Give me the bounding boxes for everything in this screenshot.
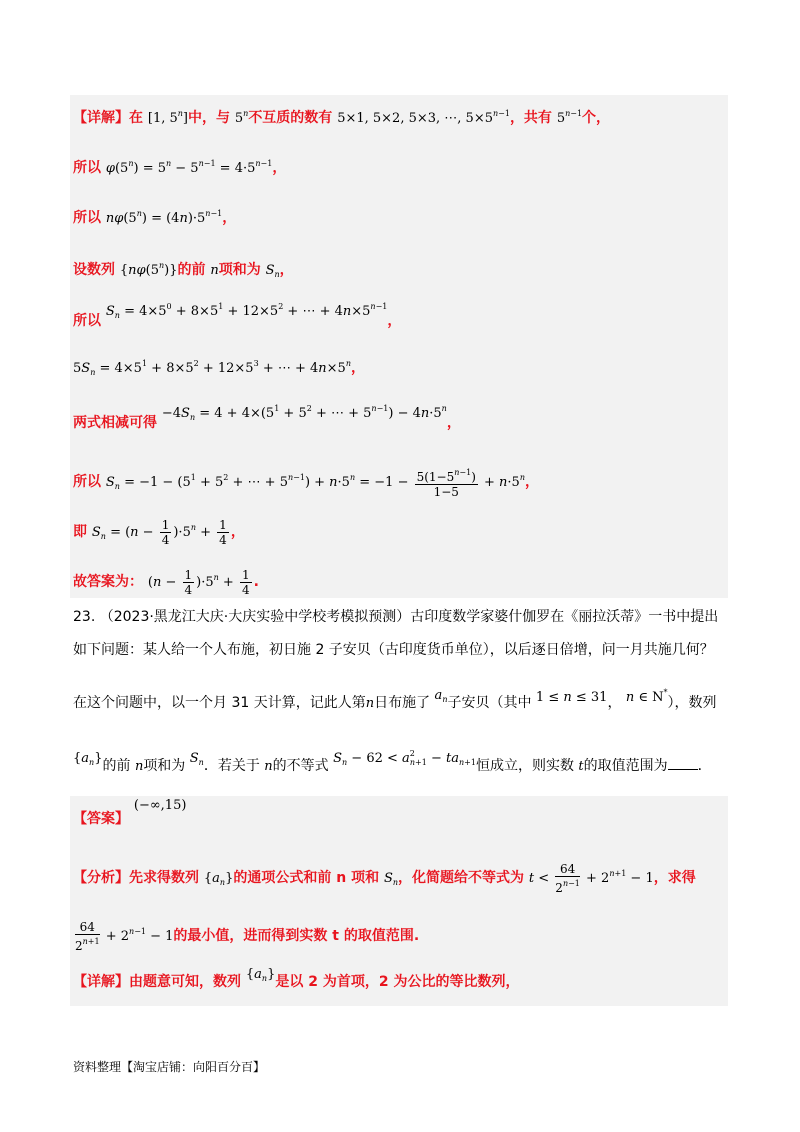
math-multiples: 5×1, 5×2, 5×3, ⋯, $5\times 5^{n-1}$: [337, 109, 510, 126]
question-line-3: 在这个问题中，以一个月 31 天计算，记此人第n日布施了 $a_n$子安贝（其中 1 ≤ n ≤ 31， n ∈ N*），数列: [73, 688, 717, 711]
math-sn-result: $S_n = -1 - (5^1 + 5^2$ + ⋯ + $5^{n-1}) + n\cdot 5^n = -1$ − $\frac{5(1-5^{n-1})}{1-5}$ + $n\cdot 5^n$: [105, 468, 525, 499]
math-phi: $\varphi(5^n) = 5^n - 5^{n-1} = 4\cdot 5^{n-1}$: [105, 159, 273, 176]
detail-line-3: 所以 $n\varphi(5^n) = (4n)\cdot 5^{n-1}$，: [73, 209, 237, 226]
answer-tag: 【答案】: [73, 811, 129, 827]
math-subtract: $-4S_n = 4 + 4\times(5^1 + 5^2$ + ⋯ + $5^{n-1}) - 4n\cdot 5^n$: [161, 404, 447, 422]
answer-tag-line: [73, 798, 187, 827]
detail-line-5: 所以 $S_n = 4\times 5^0 + 8\times 5^1 + 12\times 5^2$ + ⋯ + $4n\times 5^{n-1}$，: [73, 302, 402, 329]
math-5n: 5$^n$: [234, 109, 249, 126]
math-sn: $S_n = 4\times 5^0 + 8\times 5^1 + 12\times 5^2$ + ⋯ + $4n\times 5^{n-1}$: [105, 302, 388, 320]
math-interval: [1, 5$^n$]: [147, 109, 188, 126]
question-number: 23.: [73, 609, 96, 625]
analysis-line-2: $\frac{64}{2^{n+1}}$ + $2^{n-1} - 1$的最小值，进而得到实数 t 的取值范围.: [75, 920, 420, 953]
fraction: $\frac{5(1-5^{n-1})}{1-5}$: [416, 468, 476, 499]
detail-line-1: 【详解】在 [1, 5$^n$]中，与 5$^n$不互质的数有 5×1, 5×2, 5×3, ⋯, $5\times 5^{n-1}$，共有 $5^{n-1}$个，: [73, 109, 611, 126]
analysis-line-1: 【分析】先求得数列 $\{a_n\}$的通项公式和前 n 项和 $S_n$，化简题给不等式为 t < $\frac{64}{2^{n-1}}$ + $2^{n+1} - 1$，求得: [73, 862, 696, 895]
math-nphi: $n\varphi(5^n) = (4n)\cdot 5^{n-1}$: [105, 209, 223, 226]
detail2-line: 【详解】由题意可知，数列 $\{a_n\}$是以 2 为首项，2 为公比的等比数列，: [73, 967, 520, 990]
answer-blank: [668, 757, 698, 770]
question-line-2: 如下问题：某人给一个人布施，初日施 2 子安贝（古印度货币单位），以后逐日倍增，问一月共施几何？: [73, 642, 714, 658]
math-5sn: $5S_n = 4\times 5^1 + 8\times 5^2 + 12\times 5^3$ + ⋯ + $4n\times 5^n$: [73, 359, 351, 377]
math-seq: {nφ(5$^n$)}: [119, 261, 178, 278]
footer-note: 资料整理【淘宝店铺：向阳百分百】: [73, 1060, 266, 1074]
math-answer: (n − $\frac{1}{4}$ )$\cdot 5^n$ + $\frac{1}{4}$: [147, 568, 250, 597]
detail-line-7: 两式相减可得 $-4S_n = 4 + 4\times(5^1 + 5^2$ + ⋯ + $5^{n-1}) - 4n\cdot 5^n$，: [73, 404, 461, 431]
analysis-tag: 【分析】: [73, 870, 129, 886]
question-line-1: 23. （2023·黑龙江大庆·大庆实验中学校考模拟预测）古印度数学家婆什伽罗在《丽拉沃蒂》一书中提出: [73, 609, 719, 625]
answer-line: 故答案为： (n − $\frac{1}{4}$ )$\cdot 5^n$ + $\frac{1}{4}$ .: [73, 568, 259, 597]
math-count: $5^{n-1}$: [556, 109, 583, 126]
detail-line-4: 设数列 {nφ(5$^n$)}的前 n项和为 $S_n$，: [73, 261, 294, 279]
question-line-4: $\{a_n\}$的前 n项和为 $S_n$．若关于 n的不等式 $S_n - 62 < a^2_{n+1} - ta_{n+1}$恒成立，则实数 t的取值范围为 ．: [73, 749, 712, 774]
detail-line-8: 所以 $S_n = -1 - (5^1 + 5^2$ + ⋯ + $5^{n-1}) + n\cdot 5^n = -1$ − $\frac{5(1-5^{n-1})}{1-5}$ + $n\cdot 5^n$，: [73, 468, 539, 499]
question-source: （2023·黑龙江大庆·大庆实验中学校考模拟预测）: [99, 609, 411, 625]
detail-tag: 【详解】: [73, 110, 129, 126]
answer-value: (−∞,15): [133, 798, 187, 813]
detail-line-9: 即 $S_n = (n$ − $\frac{1}{4}$ )$\cdot 5^n$ + $\frac{1}{4}$ ，: [73, 518, 245, 547]
detail-line-6: $5S_n = 4\times 5^1 + 8\times 5^2 + 12\times 5^3$ + ⋯ + $4n\times 5^n$，: [73, 359, 365, 377]
math-sn-final: $S_n = (n$ − $\frac{1}{4}$ )$\cdot 5^n$ + $\frac{1}{4}$: [91, 518, 227, 547]
detail-line-2: 所以 $\varphi(5^n) = 5^n - 5^{n-1} = 4\cdot 5^{n-1}$，: [73, 159, 287, 176]
